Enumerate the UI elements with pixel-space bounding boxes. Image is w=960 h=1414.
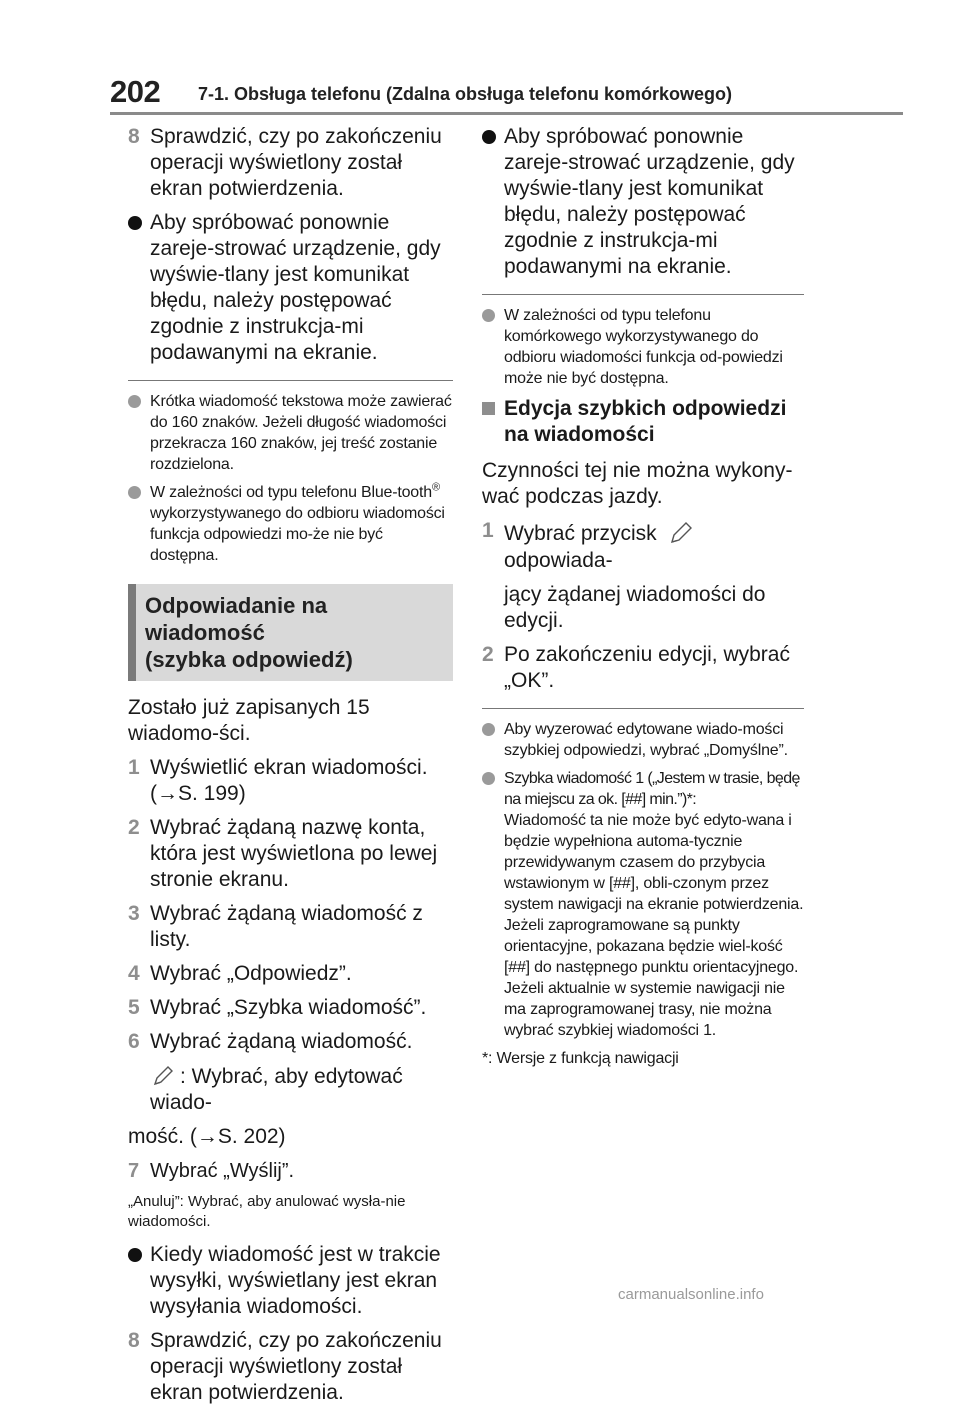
note-dot-icon (482, 723, 495, 736)
note-dot-icon (128, 395, 141, 408)
step-8 (128, 124, 453, 202)
bullet-dot-icon (128, 1248, 142, 1262)
page-header (0, 0, 960, 118)
square-bullet-icon (482, 402, 495, 415)
note-text: Aby wyzerować edytowane wiado-mości szybkiej odpowiedzi, wybrać „Domyślne”. (504, 721, 788, 759)
note-dot-icon (482, 772, 495, 785)
step-number: 7 (128, 1160, 140, 1182)
divider (482, 294, 804, 295)
note-text-b: Wiadomość ta nie może być edyto-wana i będzie wypełniona automa-tycznie przewidywanym czasem do przybycia wstawionym w [##], obli-czonym przez system nawigacji na ekranie potwierdzenia. (504, 812, 804, 913)
cancel-note: „Anuluj”: Wybrać, aby anulować wysła-nie wiadomości. (128, 1193, 406, 1230)
pencil-edit-icon (150, 1063, 176, 1089)
left-column (128, 124, 453, 1414)
note-sms-length (128, 391, 453, 475)
note-text-c: Jeżeli zaprogramowane są punkty orientacyjne, pokazana będzie wiel-kość [##] do następnego punktu orientacyjnego. (504, 917, 799, 976)
step-text: Wybrać żądaną wiadomość z listy. (150, 902, 423, 951)
step-number: 5 (128, 996, 140, 1019)
step-1 (482, 518, 804, 574)
note-dot-icon (482, 309, 495, 322)
note-text-d: Jeżeli aktualnie w systemie nawigacji nie ma zaprogramowanej trasy, nie można wybrać szybkiej wiadomości 1. (504, 980, 785, 1039)
step-number: 2 (482, 643, 494, 666)
divider (128, 380, 453, 381)
bullet-text: Kiedy wiadomość jest w trakcie wysyłki, wyświetlany jest ekran wysyłania wiadomości. (150, 1243, 441, 1318)
step-number: 2 (128, 816, 140, 839)
header-divider (110, 112, 903, 115)
intro-paragraph: Zostało już zapisanych 15 wiadomo-ści. (128, 696, 370, 745)
step-4 (128, 961, 453, 987)
step-2 (128, 815, 453, 893)
step-text: Po zakończeniu edycji, wybrać „OK”. (504, 643, 790, 692)
step-number: 3 (128, 902, 140, 925)
step-number: 1 (482, 519, 494, 542)
step-number: 8 (128, 125, 140, 148)
edit-line-1: : Wybrać, aby edytować wiado- (150, 1065, 403, 1114)
step-text: Sprawdzić, czy po zakończeniu operacji wyświetlony został ekran potwierdzenia. (150, 125, 442, 200)
page-number: 202 (110, 74, 161, 109)
step-3 (128, 901, 453, 953)
step-text: Sprawdzić, czy po zakończeniu operacji wyświetlony został ekran potwierdzenia. (150, 1329, 442, 1404)
chapter-title: 7-1. Obsługa telefonu (Zdalna obsługa telefonu komórkowego) (198, 84, 733, 104)
step-1-continuation: jący żądanej wiadomości do edycji. (504, 583, 766, 632)
step-8b (128, 1328, 453, 1406)
footnote: *: Wersje z funkcją nawigacji (482, 1050, 679, 1067)
step-5 (128, 995, 453, 1021)
step-text: Wybrać „Szybka wiadomość”. (150, 996, 427, 1019)
step-text: Wybrać żądaną nazwę konta, która jest wyświetlona po lewej stronie ekranu. (150, 816, 438, 891)
subheading-edit-quick-replies (482, 396, 804, 448)
step-text: Wybrać żądaną wiadomość. (150, 1030, 413, 1053)
pencil-edit-icon (665, 518, 697, 548)
step-number: 8 (128, 1329, 140, 1352)
step-text: Wybrać „Wyślij”. (150, 1160, 295, 1182)
note-text: W zależności od typu telefonu komórkowego wykorzystywanego do odbioru wiadomości funkcja od-powiedzi może nie być dostępna. (504, 307, 783, 387)
note-text-b: wykorzystywanego do odbioru wiadomości funkcja odpowiedzi mo-że nie być dostępna. (150, 505, 445, 564)
section-heading-quick-reply (128, 584, 453, 681)
note-phone-type (482, 305, 804, 389)
note-reset-defaults (482, 719, 804, 761)
step-text-a: Wybrać przycisk (504, 522, 657, 545)
note-bluetooth (128, 482, 453, 566)
step-number: 1 (128, 756, 140, 779)
step-text: Wyświetlić ekran wiadomości. (→S. 199) (150, 756, 428, 805)
section-title-line2: (szybka odpowiedź) (145, 647, 353, 672)
driving-restriction: Czynności tej nie można wykony-wać podczas jazdy. (482, 459, 793, 508)
registered-mark: ® (431, 481, 440, 494)
edit-line-2: mość. (→S. 202) (128, 1125, 286, 1148)
edit-description (150, 1063, 453, 1116)
bullet-dot-icon (482, 130, 496, 144)
right-column (482, 124, 804, 1076)
step-number: 4 (128, 962, 140, 985)
note-text: Krótka wiadomość tekstowa może zawierać do 160 znaków. Jeżeli długość wiadomości przekracza 160 znaków, jej treść zostanie rozdzielona. (150, 393, 452, 473)
note-dot-icon (128, 486, 141, 499)
note-quick-message-1 (482, 768, 804, 1041)
step-2 (482, 642, 804, 694)
step-6 (128, 1029, 453, 1055)
note-text-a: Szybka wiadomość 1 („Jestem w trasie, będę na miejscu za ok. [##] min.”)*: (504, 770, 800, 808)
subheading-text: Edycja szybkich odpowiedzi na wiadomości (504, 397, 787, 446)
step-text-b: odpowiada- (504, 549, 613, 572)
bullet-retry-register (128, 210, 453, 366)
bullet-text: Aby spróbować ponownie zareje-strować urządzenie, gdy wyświe-tlany jest komunikat błędu, należy postępować zgodnie z instrukcja-mi podawanymi na ekranie. (150, 211, 441, 364)
step-1 (128, 755, 453, 807)
step-text: Wybrać „Odpowiedz”. (150, 962, 352, 985)
divider (482, 708, 804, 709)
step-number: 6 (128, 1030, 140, 1053)
bullet-retry-register (482, 124, 804, 280)
bullet-text: Aby spróbować ponownie zareje-strować urządzenie, gdy wyświe-tlany jest komunikat błędu, należy postępować zgodnie z instrukcja-mi podawanymi na ekranie. (504, 125, 795, 278)
section-title-line1: Odpowiadanie na wiadomość (145, 593, 328, 645)
bullet-sending (128, 1242, 453, 1320)
note-text-a: W zależności od typu telefonu Blue-tooth (150, 484, 432, 501)
watermark: carmanualsonline.info (618, 1286, 764, 1303)
bullet-dot-icon (128, 216, 142, 230)
step-7 (128, 1158, 453, 1184)
